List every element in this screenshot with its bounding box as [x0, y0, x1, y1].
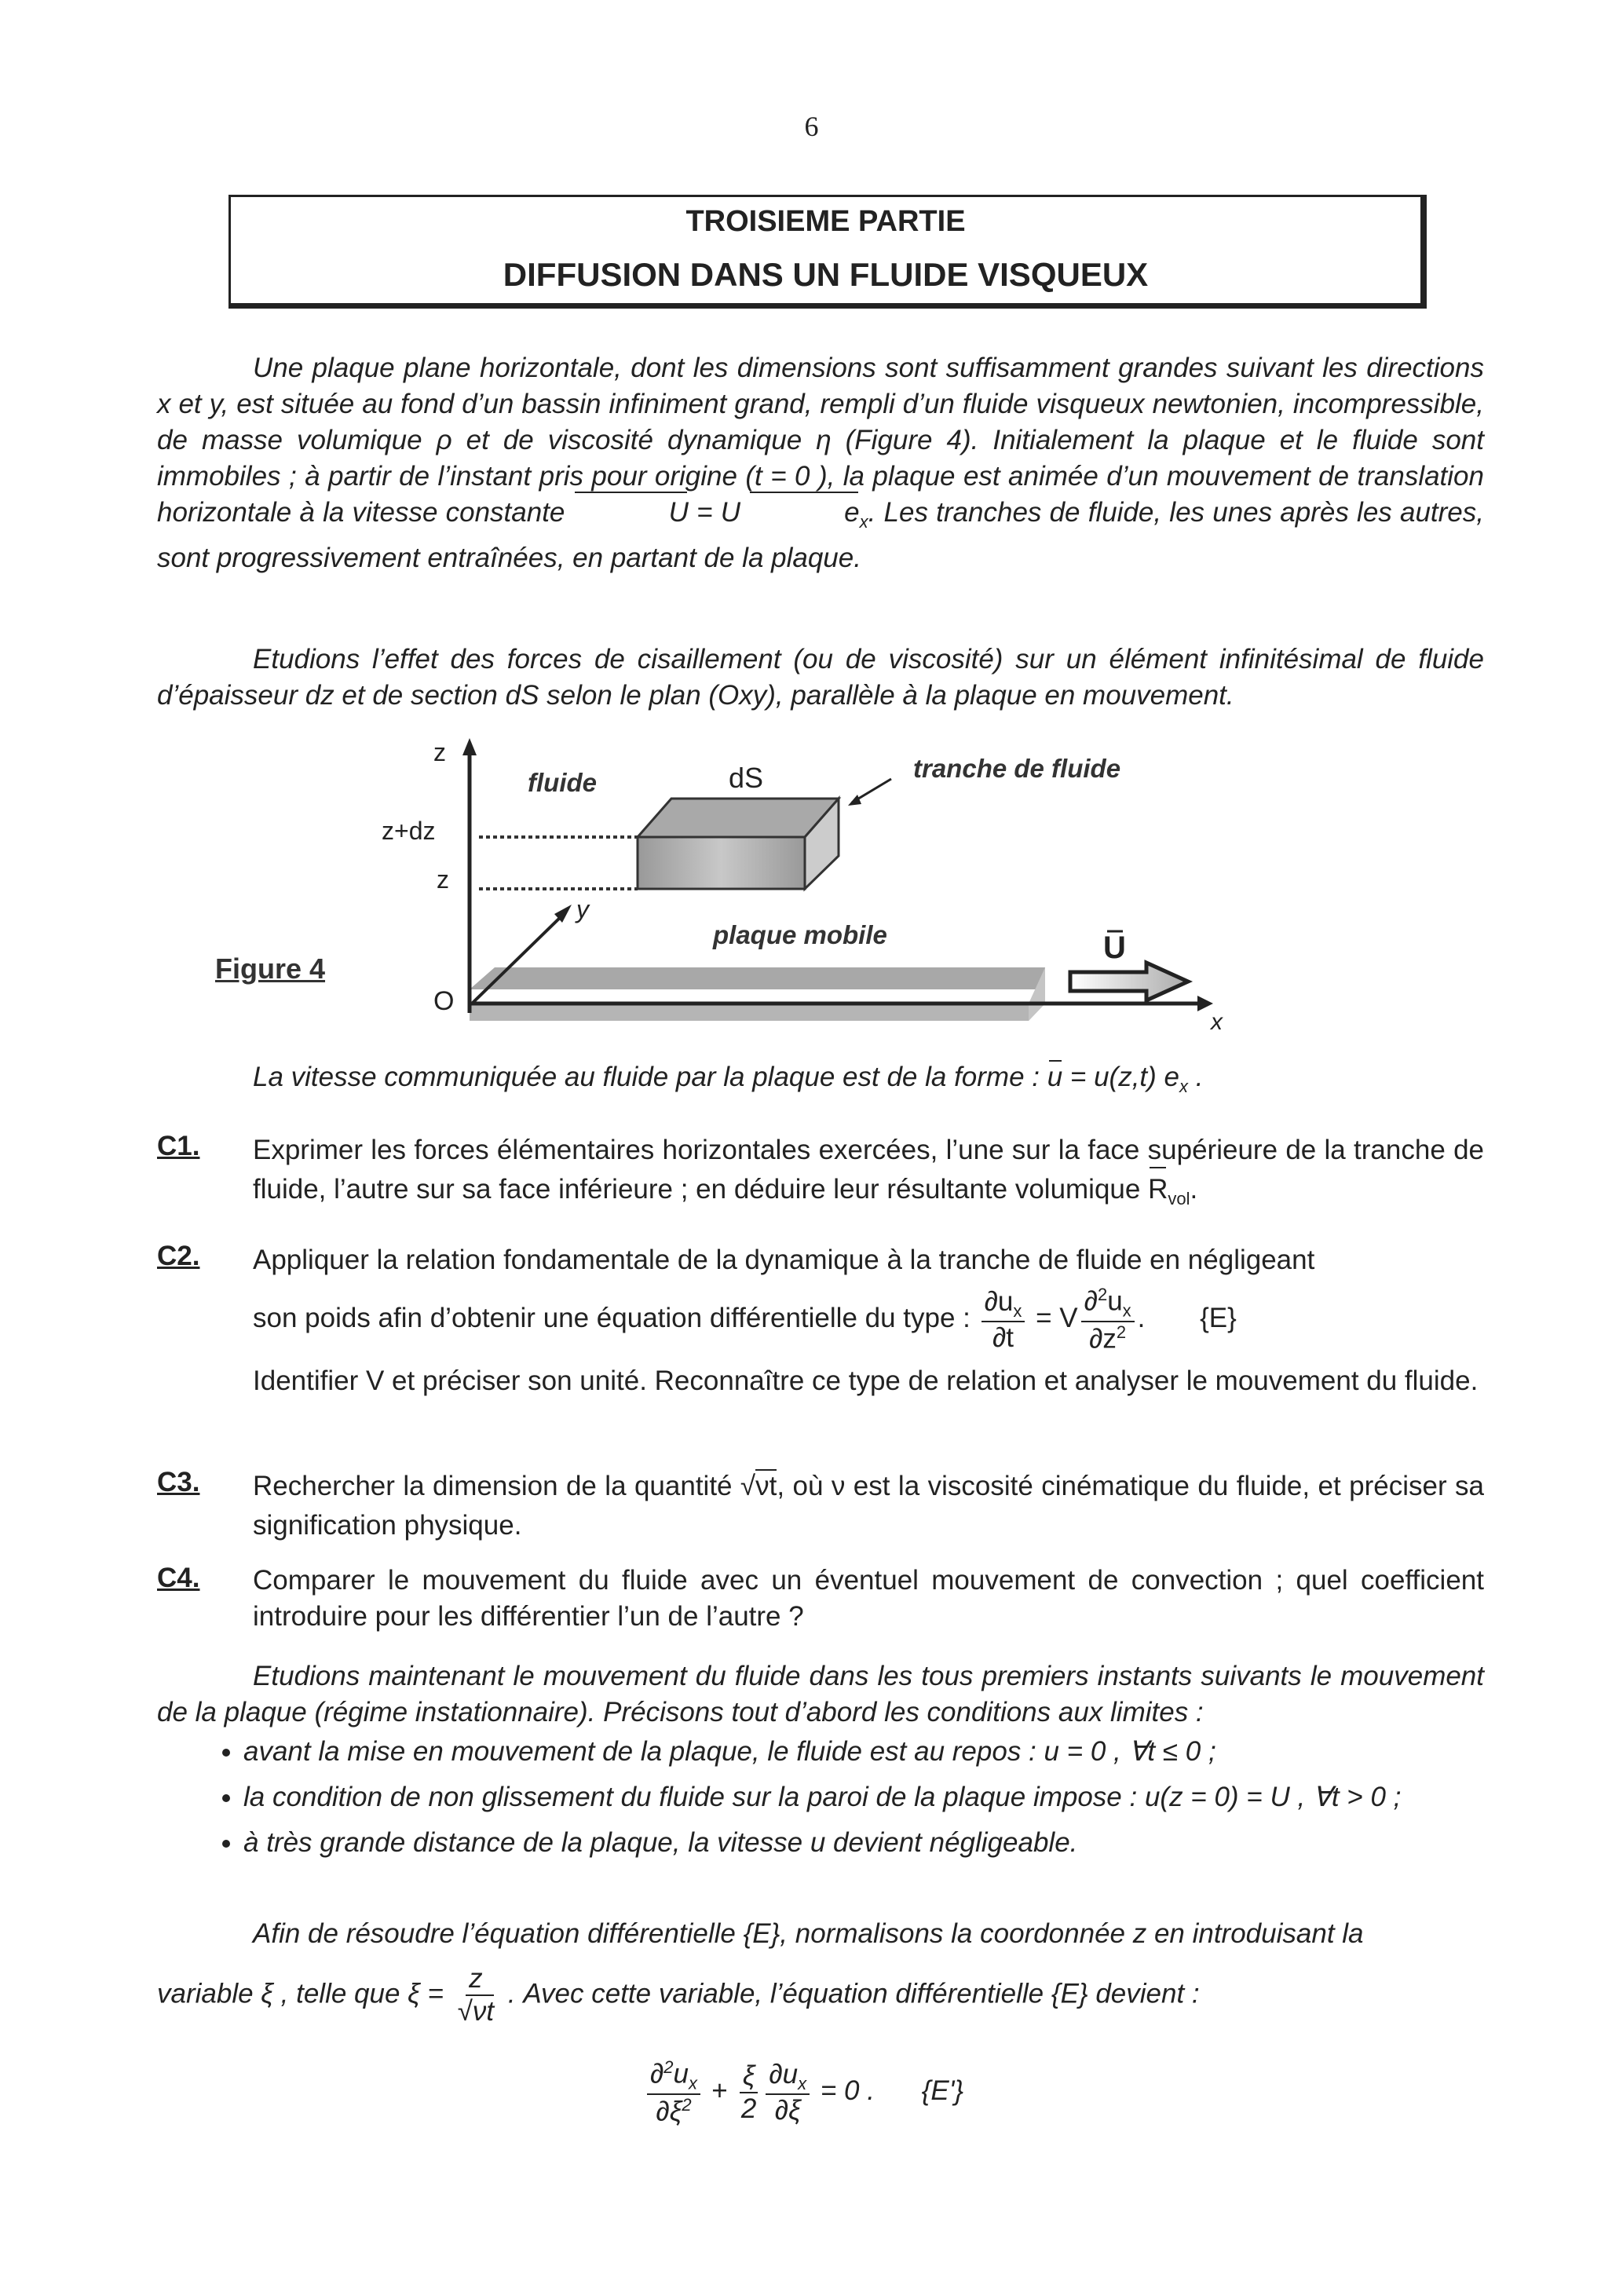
intro-paragraph-1: Une plaque plane horizontale, dont les dimensions sont suffisamment grandes suivant les directions x et y, est située au fond d’un bassin infiniment grand, rempli d’un fluide visqueux newtonien, incompressible, de masse volumique ρ et de viscosité dynamique η (Figure 4). Initialement la plaque et le fluide sont immobiles ; à partir de l’instant pris pour origine (t = 0 ), la plaque est animée d’un mouvement de translation horizontale à la vitesse constante U = U $e_x$. Les tranches de fluide, les unes après les autres, sont progressivement entraînées, en partant de la plaque.: [157, 353, 1484, 573]
figure-caption: Figure 4: [215, 952, 326, 985]
z-axis-arrowhead: [462, 738, 477, 755]
tranche-pointer-head: [848, 795, 861, 806]
velocity-text: La vitesse communiquée au fluide par la plaque est de la forme :: [253, 1062, 1040, 1092]
question-label: C3.: [157, 1467, 200, 1497]
subscript: vol: [1168, 1189, 1190, 1208]
equation-tag: {E'}: [921, 2075, 964, 2107]
question-text: Exprimer les forces élémentaires horizontales exercées, l’une sur la face supérieure de la tranche de fluide, l’autre sur sa face inférieure ; en déduire leur résultante volumique: [253, 1135, 1484, 1205]
resultant-symbol: R: [1148, 1170, 1168, 1209]
question-label: C2.: [157, 1241, 200, 1271]
plaque-label: plaque mobile: [713, 920, 887, 949]
y-axis-label: y: [576, 895, 589, 923]
question-text-2: son poids afin d’obtenir une équation différentielle du type :: [253, 1303, 971, 1334]
fluide-label: fluide: [528, 768, 597, 797]
velocity-equation: u = u(z,t) e: [1047, 1062, 1179, 1092]
equation-E: $\frac{\partial u_x}{\partial t}$: [981, 1286, 1025, 1355]
U-arrow: [1070, 963, 1188, 1000]
intro-text-end: Les tranches de fluide, les unes après les autres, sont progressivement entraînées, en partant de la plaque.: [157, 497, 1484, 573]
question-c4: [157, 1563, 1484, 1635]
question-c2: C2. Appliquer la relation fondamentale de la dynamique à la tranche de fluide en négligeant son poids afin d’obtenir une équation différentielle du type : $\frac{\partial u_x}{\partial t}$ = V $\frac{\partial^2u_x}{\partial z^2}$ . {E} Identifier V et préciser son unité. Reconnaître ce type de relation et analyser le mouvement du fluide.: [157, 1241, 1484, 1401]
paragraph-3: Etudions maintenant le mouvement du fluide dans les tous premiers instants suivants le mouvement de la plaque (régime instationnaire). Précisons tout d’abord les conditions aux limites :: [157, 1661, 1484, 1727]
equation-tag: {E}: [1200, 1303, 1237, 1334]
equation-E-prime: $\frac{\partial^2u_x}{\partial\xi^2}$ + $\frac{\xi}{2}$ $\frac{\partial u_x}{\partial\xi}$ = 0 . {E'}: [644, 2057, 963, 2128]
plate: [470, 1004, 1045, 1021]
section-title: DIFFUSION DANS UN FLUIDE VISQUEUX: [503, 256, 1149, 293]
U-label: U: [1103, 930, 1126, 965]
variable-text-2: . Avec cette variable, l’équation différentielle {E} devient :: [507, 1978, 1200, 2009]
intro-text: Une plaque plane horizontale, dont les dimensions sont suffisamment grandes suivant les directions x et y, est située au fond d’un bassin infiniment grand, rempli d’un fluide visqueux newtonien, incompressible, de masse volumique ρ et de viscosité dynamique η (Figure 4). Initialement la plaque et le fluide sont immobiles ; à partir de l’instant pris pour origine (t = 0 ), la plaque est animée d’un mouvement de translation horizontale à la vitesse constante: [157, 353, 1484, 528]
question-text-2: , où ν est la viscosité cinématique du fluide, et préciser sa signification physique.: [253, 1471, 1484, 1541]
page-number: 6: [804, 111, 819, 142]
intro-paragraph-2: Etudions l’effet des forces de cisaillement (ou de viscosité) sur un élément infinitésimal de fluide d’épaisseur dz et de section dS selon le plan (Oxy), parallèle à la plaque en mouvement.: [157, 644, 1484, 711]
velocity-vector: U: [573, 495, 689, 531]
tranche-label: tranche de fluide: [913, 754, 1121, 783]
y-axis: [472, 912, 565, 1004]
variable-text: variable ξ , telle que ξ =: [157, 1978, 444, 2009]
z-plus-dz-label: z+dz: [382, 817, 436, 845]
subscript-x: x: [1179, 1077, 1188, 1096]
list-item: • avant la mise en mouvement de la plaque, le fluide est au repos : u = 0 , ∀t ≤ 0 ;: [243, 1734, 1484, 1770]
origin-label: O: [433, 986, 455, 1016]
question-text: Comparer le mouvement du fluide avec un éventuel mouvement de convection ; quel coefficient introduire pour les différentier l’un de l’autre ?: [253, 1565, 1484, 1632]
dS-label: dS: [729, 762, 764, 794]
question-c1: C1. Exprimer les forces élémentaires horizontales exercées, l’une sur la face supérieure de la tranche de fluide, l’autre sur sa face inférieure ; en déduire leur résultante volumique $R_{vol}$.: [157, 1131, 1484, 1208]
x-axis-label: x: [1211, 1009, 1223, 1035]
question-text: Rechercher la dimension de la quantité: [253, 1471, 733, 1501]
sqrt-nu-t: νt: [755, 1471, 777, 1501]
z-label: z: [437, 865, 449, 894]
plate-top: [470, 967, 1045, 989]
velocity-line: La vitesse communiquée au fluide par la plaque est de la forme : u = u(z,t) $e_x$ .: [253, 1062, 1204, 1096]
list-item: • à très grande distance de la plaque, la vitesse u devient négligeable.: [243, 1825, 1484, 1861]
paragraph-4: Afin de résoudre l’équation différentielle {E}, normalisons la coordonnée z en introduisant la: [253, 1918, 1364, 1949]
equation-E-rhs: $\frac{\partial^2u_x}{\partial z^2}$: [1081, 1285, 1135, 1355]
z-axis-label: z: [433, 738, 446, 766]
question-c3: C3. Rechercher la dimension de la quantité √νt, où ν est la viscosité cinématique du fluide, et préciser sa signification physique.: [157, 1467, 1484, 1541]
paragraph-5: [157, 1963, 1200, 2028]
list-item: • la condition de non glissement du fluide sur la paroi de la plaque impose : u(z = 0) = U , ∀t > 0 ;: [243, 1779, 1484, 1815]
question-text-3: Identifier V et préciser son unité. Reconnaître ce type de relation et analyser le mouvement du fluide.: [253, 1365, 1479, 1396]
question-text: Appliquer la relation fondamentale de la dynamique à la tranche de fluide en négligeant: [253, 1245, 1315, 1275]
part-label: TROISIEME PARTIE: [685, 205, 966, 238]
boundary-conditions-list: [243, 1734, 1484, 1870]
question-label: C4.: [157, 1563, 200, 1593]
question-label: C1.: [157, 1131, 200, 1161]
xi-definition: $\frac{z}{√\nu t}$: [457, 1963, 495, 2027]
fluid-slice-front: [638, 837, 805, 889]
